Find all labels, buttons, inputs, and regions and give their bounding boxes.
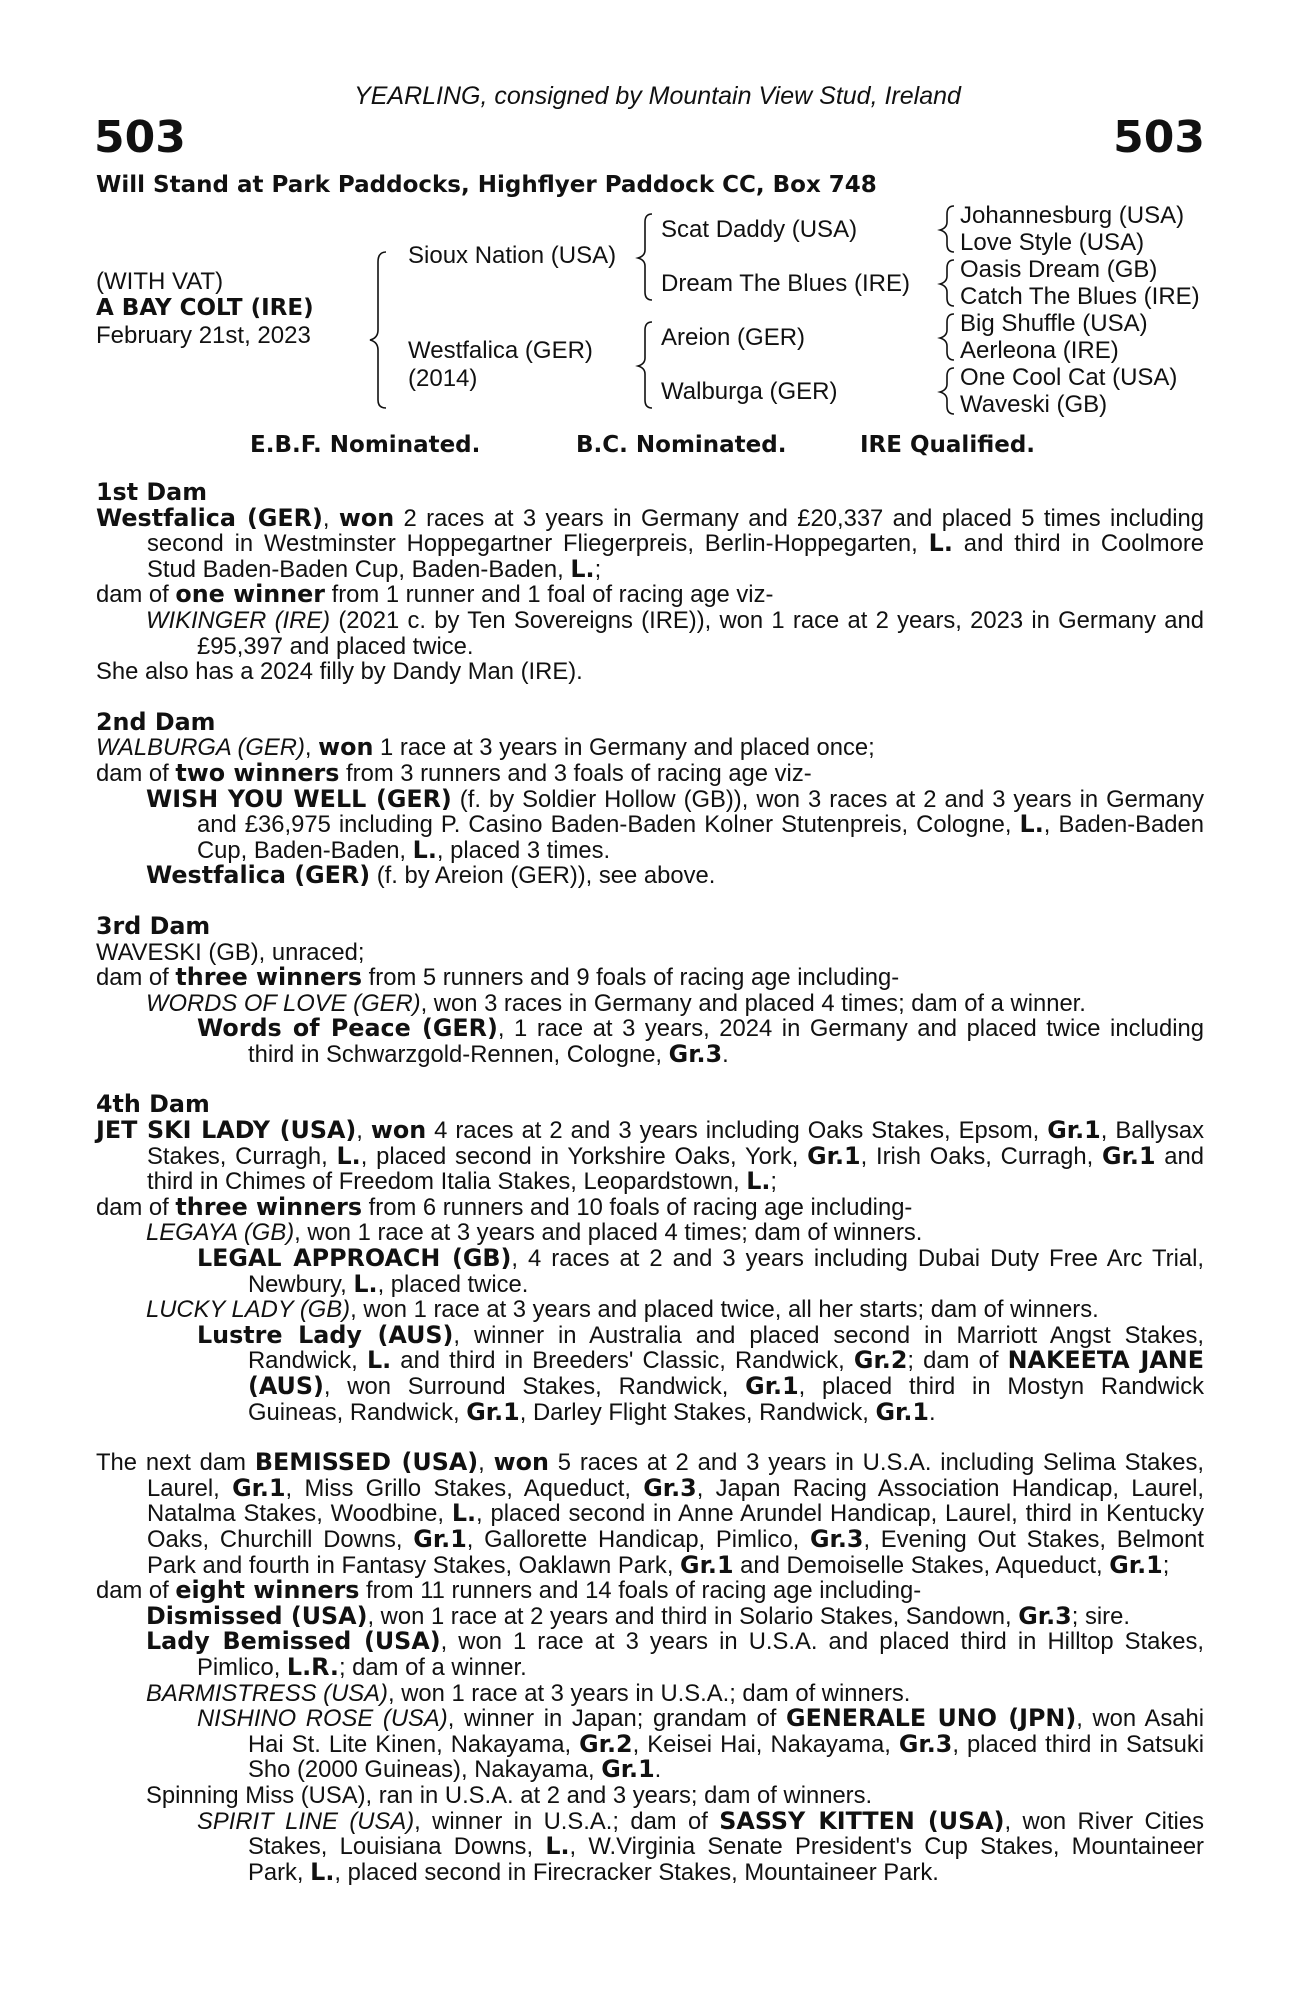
progeny-text: , won 1 race at 3 years and placed 4 times; dam of winners. (294, 1219, 923, 1247)
ggp-6: Aerleona (IRE) (960, 337, 1119, 364)
bc-nomination: B.C. Nominated. (576, 432, 787, 458)
listed-restricted-badge: L.R. (286, 1652, 339, 1681)
next-dam-won: won (493, 1448, 549, 1477)
ggp-4: Catch The Blues (IRE) (960, 283, 1200, 310)
vat-note: (WITH VAT) (96, 268, 224, 295)
dam-dam: Walburga (GER) (661, 378, 838, 405)
progeny-text-2: and third in Breeders' Classic, Randwick, (391, 1347, 854, 1375)
group-badge: Gr.3 (1018, 1601, 1072, 1630)
winner-count: eight winners (175, 1576, 360, 1605)
dam2-progeny-1 (96, 784, 1204, 864)
dam2-heading: 2nd Dam (96, 707, 216, 736)
dam2-text-1: 1 race at 3 years in Germany and placed once; (373, 734, 875, 762)
progeny-text-4: , won Surround Stakes, Randwick, (323, 1373, 746, 1400)
dam-of-label: dam of (96, 581, 176, 609)
dam3-progeny-2 (96, 1016, 1204, 1067)
runner-count: from 5 runners and 9 foals of racing age including- (362, 964, 900, 992)
next-dam-text-2: , Miss Grillo Stakes, Aqueduct, (285, 1474, 644, 1502)
lot-number-right: 503 (1113, 112, 1205, 163)
period: . (928, 1398, 936, 1426)
progeny-name: Lustre Lady (AUS) (197, 1320, 454, 1349)
group-badge: Gr.1 (875, 1397, 929, 1426)
next-dam-progeny-5: Spinning Miss (USA), ran in U.S.A. at 2 and 3 years; dam of winners. (146, 1781, 873, 1809)
dam2-record: WALBURGA (GER), won 1 race at 3 years in Germany and placed once; (96, 733, 875, 762)
runner-count: from 1 runner and 1 foal of racing age viz- (325, 581, 774, 609)
group-badge: Gr.3 (643, 1473, 697, 1502)
listed-badge: L. (353, 1269, 378, 1298)
dam-sire: Areion (GER) (661, 324, 806, 351)
listed-badge: L. (928, 529, 953, 558)
consignment-line: YEARLING, consigned by Mountain View Stud, Ireland (354, 82, 961, 110)
progeny-name: LUCKY LADY (GB) (146, 1296, 351, 1324)
progeny-name: BARMISTRESS (USA) (146, 1679, 388, 1707)
catalogue-body (96, 480, 1204, 1885)
next-dam-text-4: , placed second in Anne Arundel Handicap, Laurel, third in Kentucky Oaks, Churchill Downs, (147, 1500, 1204, 1553)
ebf-nomination: E.B.F. Nominated. (250, 432, 481, 458)
lot-subject: A BAY COLT (IRE) (96, 295, 314, 321)
dam-of-label: dam of (96, 1577, 176, 1605)
dam4-text-4: , Irish Oaks, Curragh, (860, 1142, 1103, 1170)
runner-count: from 3 runners and 3 foals of racing age viz- (339, 759, 812, 787)
listed-badge: L. (412, 835, 437, 864)
next-dam-text-3: , Japan Racing Association Handicap, Laurel, Natalma Stakes, Woodbine, (147, 1474, 1204, 1528)
next-dam-text-1: 5 races at 2 and 3 years in U.S.A. including Selima Stakes, Laurel, (147, 1449, 1205, 1502)
progeny-text: , won 1 race at 3 years in U.S.A.; dam of winners. (387, 1679, 911, 1707)
group-badge: Gr.1 (1047, 1116, 1101, 1145)
next-dam-name: BEMISSED (USA) (254, 1448, 479, 1477)
next-dam-text-7: and Demoiselle Stakes, Aqueduct, (733, 1551, 1110, 1579)
sire-sire: Scat Daddy (USA) (661, 216, 858, 243)
ggp-8: Waveski (GB) (960, 391, 1108, 418)
dam1-text-2: and third in Coolmore Stud Baden-Baden Cup, Baden-Baden, (147, 530, 1204, 583)
progeny-name: LEGAYA (GB) (146, 1219, 295, 1247)
runner-count: from 6 runners and 10 foals of racing age including- (362, 1193, 913, 1221)
progeny-text-1: , won 1 race at 2 years and third in Solario Stakes, Sandown, (367, 1602, 1019, 1630)
next-dam-text-5: , Gallorette Handicap, Pimlico, (466, 1525, 810, 1553)
dam4-heading: 4th Dam (96, 1090, 210, 1119)
dam1-progeny-1 (96, 608, 1204, 659)
next-dam-record: The next dam BEMISSED (USA), won 5 races at 2 and 3 years in U.S.A. including Selima Stakes, Laurel, Gr.1, Miss Grillo Stakes, Aqueduct, Gr.3, Japan Racing Association Handicap, Laurel, Natalma Stakes, Woodbine, L., placed second in Anne Arundel Handicap, Laurel, third in Kentucky Oaks, Churchill Downs, Gr.1, Gallorette Handicap, Pimlico, Gr.3, Evening Out Stakes, Belmont Park and fourth in Fantasy Stakes, Oaklawn Park, Gr.1 and Demoiselle Stakes, Aqueduct, Gr.1; (96, 1448, 1205, 1579)
progeny-text-4: , placed second in Firecracker Stakes, Mountaineer Park. (334, 1858, 939, 1886)
grand-progeny-name: NAKEETA JANE (AUS) (248, 1346, 1204, 1400)
winner-count: three winners (175, 963, 363, 992)
ggp-2: Love Style (USA) (960, 229, 1145, 256)
dam-of-label: dam of (96, 1193, 176, 1221)
progeny-text-1: , winner in Australia and placed second in Marriott Angst Stakes, Randwick, (248, 1321, 1204, 1375)
dam4-text-5: and third in Chimes of Freedom Italia Stakes, Leopardstown, (147, 1142, 1204, 1196)
group-badge: Gr.1 (745, 1372, 799, 1400)
group-badge: Gr.2 (579, 1729, 633, 1758)
next-dam-progeny-4 (96, 1706, 1204, 1783)
dam2-progeny-2 (96, 863, 1204, 889)
dam1-produce-summary (96, 582, 1204, 608)
dam3-record: WAVESKI (GB), unraced; (96, 938, 365, 966)
listed-badge: L. (746, 1167, 771, 1196)
dam-name: Westfalica (GER) (408, 337, 593, 364)
progeny-text-3: ; dam of (907, 1347, 1008, 1375)
group-badge: Gr.1 (1109, 1550, 1163, 1579)
foaling-date: February 21st, 2023 (96, 322, 311, 349)
dam4-record: JET SKI LADY (USA), won 4 races at 2 and 3 years including Oaks Stakes, Epsom, Gr.1, Ballysax Stakes, Curragh, L., placed second in Yorkshire Oaks, York, Gr.1, Irish Oaks, Curragh, Gr.1 and third in Chimes of Freedom Italia Stakes, Leopardstown, L.; (96, 1116, 1204, 1196)
progeny-name: WORDS OF LOVE (GER) (146, 989, 421, 1017)
progeny-text-1: , 4 races at 2 and 3 years including Dubai Duty Free Arc Trial, Newbury, (248, 1245, 1204, 1298)
dam2-produce-summary (96, 758, 1204, 787)
ggp-3: Oasis Dream (GB) (960, 256, 1158, 283)
dam-of-label: dam of (96, 759, 176, 787)
sire-dam: Dream The Blues (IRE) (661, 270, 910, 297)
group-badge: Gr.3 (898, 1729, 953, 1758)
dam4-progeny-4 (96, 1320, 1204, 1426)
dam4-text-2: , Ballysax Stakes, Curragh, (147, 1117, 1204, 1170)
dam4-progeny-2 (96, 1246, 1204, 1297)
group-badge: Gr.1 (466, 1397, 520, 1426)
progeny-text: , won 3 races in Germany and placed 4 times; dam of a winner. (420, 989, 1086, 1017)
dam1-won: won (338, 503, 395, 532)
progeny-text-2: ; dam of a winner. (338, 1653, 527, 1681)
grand-progeny-name: GENERALE UNO (JPN) (786, 1704, 1077, 1733)
dam1-name: Westfalica (GER) (96, 503, 323, 532)
progeny-text-3: , Keisei Hai, Nakayama, (632, 1730, 899, 1758)
sire: Sioux Nation (USA) (408, 242, 617, 269)
dam4-text-3: , placed second in Yorkshire Oaks, York, (360, 1142, 808, 1170)
progeny-text: (2021 c. by Ten Sovereigns (IRE)), won 1 race at 2 years, 2023 in Germany and £95,397 and placed twice. (197, 606, 1204, 660)
listed-badge: L. (1019, 810, 1044, 839)
progeny-name: WISH YOU WELL (GER) (146, 784, 452, 813)
dam2-name: WALBURGA (GER) (96, 734, 305, 762)
winner-count: one winner (175, 580, 325, 609)
listed-badge: L. (451, 1499, 477, 1528)
dam1-text-3: ; (594, 555, 602, 583)
stand-location: Will Stand at Park Paddocks, Highflyer Paddock CC, Box 748 (96, 172, 877, 198)
dam-of-label: dam of (96, 964, 176, 992)
progeny-text-2: , won Asahi Hai St. Lite Kinen, Nakayama, (248, 1705, 1205, 1758)
progeny-text: , won 1 race at 3 years and placed twice, all her starts; dam of winners. (350, 1296, 1099, 1324)
progeny-text-1: , winner in Japan; grandam of (447, 1705, 787, 1733)
progeny-name: Lady Bemissed (USA) (146, 1627, 441, 1656)
group-badge: Gr.1 (680, 1550, 734, 1579)
runner-count: from 11 runners and 14 foals of racing age including- (359, 1577, 922, 1605)
group-badge: Gr.1 (1102, 1141, 1156, 1170)
listed-badge: L. (570, 554, 595, 583)
progeny-name: Dismissed (USA) (146, 1601, 368, 1630)
progeny-name: Words of Peace (GER) (197, 1014, 498, 1043)
listed-badge: L. (545, 1832, 570, 1861)
group-badge: Gr.3 (809, 1524, 864, 1553)
progeny-name: LEGAL APPROACH (GB) (197, 1244, 512, 1273)
progeny-text-4: , placed third in Satsuki Sho (2000 Guineas), Nakayama, (248, 1730, 1204, 1784)
group-badge: Gr.2 (853, 1346, 908, 1375)
next-dam-text-6: , Evening Out Stakes, Belmont Park and fourth in Fantasy Stakes, Oaklawn Park, (147, 1525, 1204, 1579)
progeny-text-1: , winner in U.S.A.; dam of (414, 1807, 720, 1835)
progeny-text-3: , W.Virginia Senate President's Cup Stakes, Mountaineer Park, (248, 1833, 1204, 1886)
progeny-text-2: ; sire. (1071, 1602, 1130, 1630)
dam4-text-1: 4 races at 2 and 3 years including Oaks Stakes, Epsom, (426, 1117, 1048, 1145)
dam2-won: won (318, 733, 374, 762)
dam4-won: won (370, 1116, 427, 1145)
group-badge: Gr.1 (807, 1141, 861, 1170)
ggp-1: Johannesburg (USA) (960, 202, 1185, 229)
next-dam-lead: The next dam (96, 1449, 255, 1477)
progeny-text: , 1 race at 3 years, 2024 in Germany and placed twice including third in Schwarzgold-Rennen, Cologne, (248, 1015, 1204, 1068)
group-badge: Gr.1 (601, 1755, 655, 1784)
dam3-progeny-1 (96, 991, 1204, 1017)
listed-badge: L. (336, 1141, 361, 1170)
dam4-progeny-3 (96, 1297, 1204, 1323)
next-dam-progeny-6 (96, 1806, 1204, 1886)
ggp-7: One Cool Cat (USA) (960, 364, 1178, 391)
dam4-name: JET SKI LADY (USA) (96, 1116, 357, 1145)
winner-count: three winners (175, 1192, 363, 1221)
progeny-text-6: , Darley Flight Stakes, Randwick, (519, 1398, 876, 1426)
dam4-progeny-1 (96, 1220, 1204, 1246)
progeny-text-3: , placed 3 times. (436, 836, 611, 864)
ire-qualification: IRE Qualified. (860, 432, 1036, 458)
progeny-name: WIKINGER (IRE) (146, 606, 331, 634)
progeny-text-2: , Baden-Baden Cup, Baden-Baden, (197, 811, 1204, 864)
group-badge: Gr.1 (413, 1524, 467, 1553)
lot-number-left: 503 (94, 112, 186, 163)
progeny-text-5: , placed third in Mostyn Randwick Guineas, Randwick, (248, 1373, 1204, 1426)
next-dam-progeny-2 (96, 1629, 1204, 1680)
period: . (654, 1756, 662, 1784)
dam1-heading: 1st Dam (96, 478, 207, 506)
next-dam-produce-summary (96, 1578, 1204, 1604)
listed-badge: L. (366, 1346, 392, 1375)
ggp-5: Big Shuffle (USA) (960, 310, 1148, 337)
progeny-text-2: , won River Cities Stakes, Louisiana Downs, (248, 1807, 1204, 1861)
dam1-also: She also has a 2024 filly by Dandy Man (IRE). (96, 658, 583, 686)
progeny-text-1: , won 1 race at 3 years in U.S.A. and placed third in Hilltop Stakes, Pimlico, (197, 1628, 1204, 1681)
dam1-record: Westfalica (GER), won 2 races at 3 years in Germany and £20,337 and placed 5 times including second in Westminster Hoppegartner Fliegerpreis, Berlin-Hoppegarten, L. and third in Coolmore Stud Baden-Baden Cup, Baden-Baden, L.; (96, 503, 1204, 583)
dam3-produce-summary (96, 965, 1204, 991)
progeny-name: SPIRIT LINE (USA) (197, 1807, 415, 1835)
next-dam-progeny-3 (96, 1681, 1204, 1707)
dam4-text-6: ; (770, 1168, 778, 1196)
next-dam-text-8: ; (1162, 1551, 1170, 1579)
progeny-name: NISHINO ROSE (USA) (197, 1705, 448, 1733)
progeny-text: (f. by Areion (GER)), see above. (370, 862, 716, 890)
progeny-name: Westfalica (GER) (146, 861, 371, 890)
period: . (722, 1040, 729, 1068)
winner-count: two winners (175, 758, 340, 787)
group-badge: Gr.1 (232, 1473, 286, 1502)
dam1-text-1: 2 races at 3 years in Germany and £20,337 and placed 5 times including second in Westminster Hoppegartner Fliegerpreis, Berlin-Hoppegarten, (147, 504, 1204, 558)
progeny-text-1: (f. by Soldier Hollow (GB)), won 3 races at 2 and 3 years in Germany and £36,975 including P. Casino Baden-Baden Kolner Stutenpreis, Cologne, (197, 785, 1204, 839)
progeny-text-2: , placed twice. (377, 1270, 529, 1298)
dam4-produce-summary (96, 1192, 1204, 1221)
dam-year: (2014) (408, 365, 478, 392)
listed-badge: L. (310, 1857, 335, 1886)
dam3-heading: 3rd Dam (96, 911, 211, 940)
next-dam-progeny-1 (96, 1601, 1204, 1630)
grand-progeny-name: SASSY KITTEN (USA) (719, 1806, 1005, 1835)
group-badge: Gr.3 (668, 1039, 723, 1068)
